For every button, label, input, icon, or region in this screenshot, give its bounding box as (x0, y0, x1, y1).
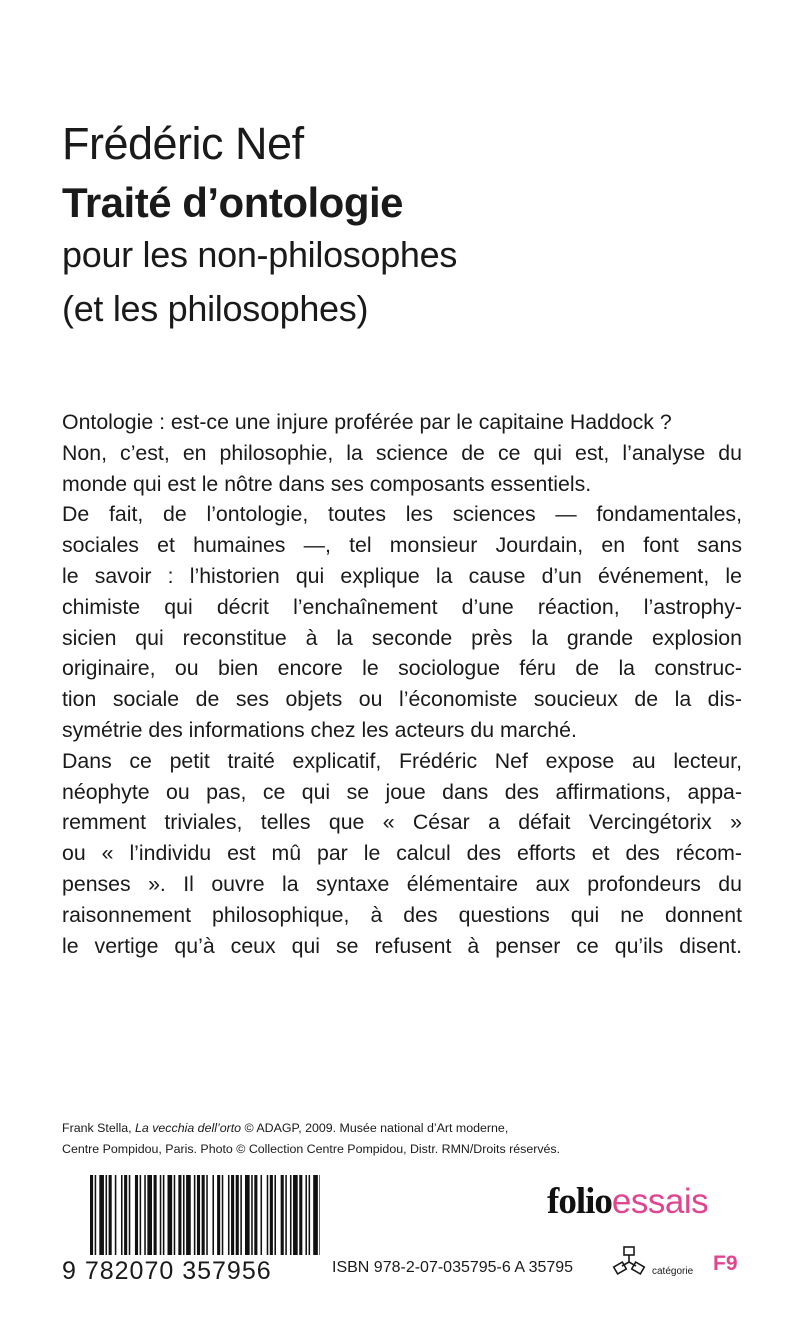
barcode-bar (309, 1175, 311, 1255)
credit-line-2: Centre Pompidou, Paris. Photo © Collection Centre Pompidou, Distr. RMN/Droits réservés. (62, 1142, 561, 1156)
blurb-line: le savoir : l’historien qui explique la cause d’un événement, le (62, 563, 742, 588)
blurb-line: Dans ce petit traité explicatif, Frédéric Nef expose au lecteur, (62, 748, 742, 773)
blurb-line: symétrie des informations chez les acteurs du marché. (62, 717, 577, 742)
barcode-bar (95, 1175, 97, 1255)
barcode-bars (90, 1175, 320, 1255)
blurb-line: chimiste qui décrit l’enchaînement d’une réaction, l’astrophy- (62, 594, 742, 619)
blurb-line: le vertige qu’à ceux qui se refusent à penser ce qu’ils disent. (62, 933, 742, 958)
title-block (62, 118, 762, 336)
blurb-line: ou « l’individu est mû par le calcul des efforts et des récom- (62, 841, 742, 866)
blurb-line: tion sociale de ses objets ou l’économiste soucieux de la dis- (62, 687, 742, 712)
barcode-bar (99, 1175, 104, 1255)
barcode-bar (140, 1175, 142, 1255)
book-title: Traité d’ontologie (62, 179, 404, 226)
barcode-bar (121, 1175, 123, 1255)
blurb-line: sicien qui reconstitue à la seconde près la grande explosion (62, 625, 742, 650)
barcode-bar (186, 1175, 191, 1255)
barcode-bar (313, 1175, 318, 1255)
barcode-bar (222, 1175, 224, 1255)
barcode-bar (160, 1175, 162, 1255)
barcode-bar (144, 1175, 146, 1255)
blurb-line: Non, c’est, en philosophie, la science de ce qui est, l’analyse du (62, 440, 742, 465)
credit-artwork-title: La vecchia dell’orto (135, 1121, 242, 1135)
barcode-bar (217, 1175, 220, 1255)
credit-artist: Frank Stella, (62, 1121, 135, 1135)
barcode-bar (228, 1175, 230, 1255)
barcode-bar (236, 1175, 239, 1255)
barcode-bar (178, 1175, 181, 1255)
barcode-bar (115, 1175, 117, 1255)
blurb-line: remment triviales, telles que « César a défait Vercingétorix » (62, 810, 742, 835)
category-code: F9 (713, 1252, 738, 1275)
barcode-bar (129, 1175, 131, 1255)
series-emblem-icon (612, 1245, 646, 1279)
credit-rights: © ADAGP, 2009. Musée national d’Art moderne, (241, 1121, 509, 1135)
credit-line-1 (62, 1118, 762, 1139)
category-label: catégorie (652, 1266, 694, 1277)
barcode-bar (109, 1175, 112, 1255)
barcode-bar (174, 1175, 176, 1255)
barcode-bar (274, 1175, 276, 1255)
logo-essais: essais (611, 1182, 709, 1221)
barcode-bar (194, 1175, 196, 1255)
barcode-bar (293, 1175, 298, 1255)
barcode-bar (251, 1175, 253, 1255)
barcode-bar (206, 1175, 208, 1255)
blurb-line: De fait, de l’ontologie, toutes les sciences — fondamentales, (62, 502, 742, 527)
author-name: Frédéric Nef (62, 118, 304, 169)
barcode-bar (168, 1175, 173, 1255)
barcode-bar (285, 1175, 287, 1255)
barcode-bar (299, 1175, 302, 1255)
barcode-digits: 9 782070 357956 (62, 1257, 272, 1285)
barcode-bar (212, 1175, 214, 1255)
barcode-bar (154, 1175, 157, 1255)
barcode-bar (305, 1175, 307, 1255)
barcode-bar (240, 1175, 242, 1255)
barcode-bar (90, 1175, 93, 1255)
barcode-bar (290, 1175, 292, 1255)
book-subtitle-line-1: pour les non-philosophes (62, 234, 458, 275)
blurb (62, 407, 742, 961)
barcode-bar (197, 1175, 200, 1255)
barcode-bar (270, 1175, 273, 1255)
barcode-bar (281, 1175, 284, 1255)
blurb-line: originaire, ou bien encore le sociologue féru de la construc- (62, 656, 742, 681)
barcode-bar (183, 1175, 185, 1255)
barcode-bar (231, 1175, 234, 1255)
isbn-text: ISBN 978-2-07-035795-6 A 35795 (332, 1259, 574, 1276)
barcode-bar (202, 1175, 205, 1255)
barcode-bar (163, 1175, 165, 1255)
barcode-bar (254, 1175, 257, 1255)
barcode-bar (319, 1175, 320, 1255)
publisher-logo (547, 1180, 708, 1223)
barcode-bar (267, 1175, 269, 1255)
barcode-bar (261, 1175, 263, 1255)
blurb-line: néophyte ou pas, ce qui se joue dans des affirmations, appa- (62, 779, 742, 804)
blurb-line: monde qui est le nôtre dans ses composants essentiels. (62, 471, 592, 496)
cover-credit (62, 1118, 762, 1160)
barcode-bar (147, 1175, 152, 1255)
blurb-line: raisonnement philosophique, à des questions qui ne donnent (62, 902, 742, 927)
barcode (62, 1175, 324, 1285)
logo-folio: folio (547, 1181, 612, 1222)
barcode-bar (135, 1175, 138, 1255)
barcode-bar (124, 1175, 127, 1255)
blurb-line: sociales et humaines —, tel monsieur Jourdain, en font sans (62, 533, 742, 558)
barcode-bar (245, 1175, 250, 1255)
book-subtitle-line-2: (et les philosophes) (62, 288, 369, 329)
blurb-line: penses ». Il ouvre la syntaxe élémentaire aux profondeurs du (62, 871, 742, 896)
barcode-bar (106, 1175, 108, 1255)
blurb-line: Ontologie : est-ce une injure proférée par le capitaine Haddock ? (62, 410, 672, 434)
